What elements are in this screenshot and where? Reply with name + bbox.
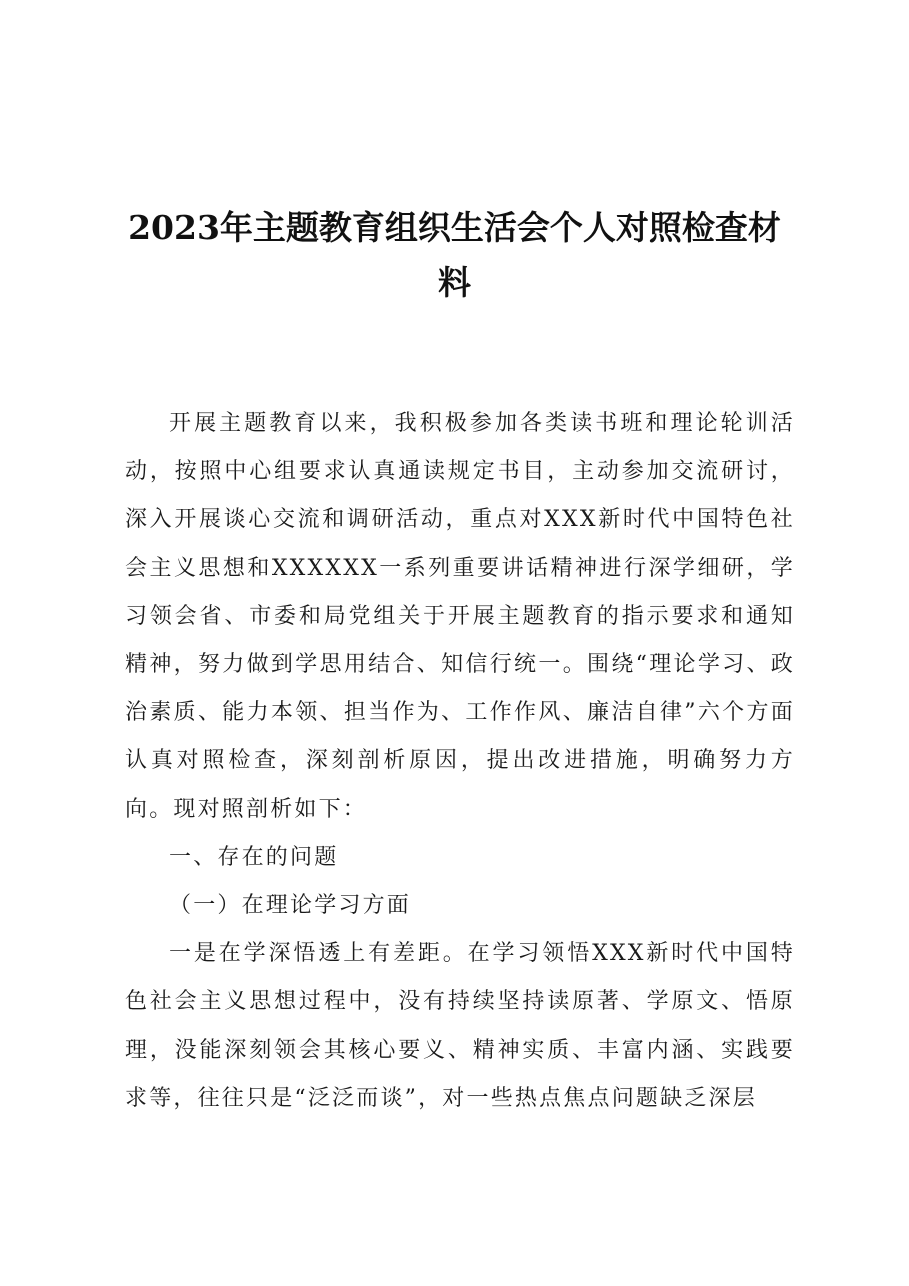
section-heading: 一、存在的问题 — [169, 844, 339, 870]
document-title: 2023年主题教育组织生活会个人对照检查材料 — [128, 208, 781, 302]
body-paragraph: 一是在学深悟透上有差距。在学习领悟XXX新时代中国特色社会主义思想过程中，没有持续坚持读原著、学原文、悟原理，没能深刻领会其核心要义、精神实质、丰富内涵、实践要求等，往往只是“泛泛而谈”，对一些热点焦点问题缺乏深层 — [125, 941, 795, 1111]
document-body — [125, 400, 795, 1123]
intro-paragraph: 开展主题教育以来，我积极参加各类读书班和理论轮训活动，按照中心组要求认真通读规定书目，主动参加交流研讨，深入开展谈心交流和调研活动，重点对XXX新时代中国特色社会主义思想和XXXXXX一系列重要讲话精神进行深学细研，学习领会省、市委和局党组关于开展主题教育的指示要求和通知精神，努力做到学思用结合、知信行统一。围绕“理论学习、政治素质、能力本领、担当作为、工作作风、廉洁自律”六个方面认真对照检查，深刻剖析原因，提出改进措施，明确努力方向。现对照剖析如下： — [125, 411, 795, 822]
subsection-heading: （一）在理论学习方面 — [169, 893, 412, 919]
